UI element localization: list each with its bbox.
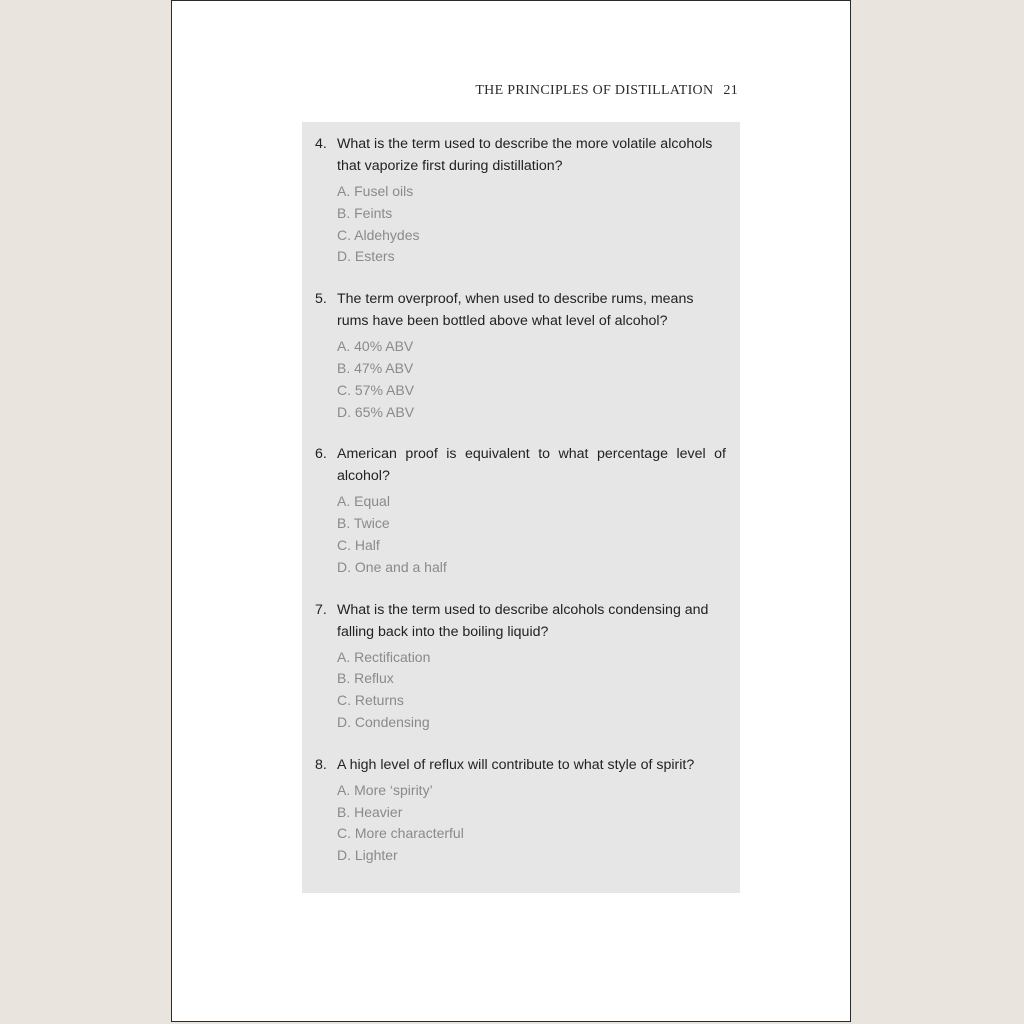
book-page bbox=[171, 0, 851, 1022]
option-c: C. Returns bbox=[337, 692, 404, 709]
answer-options bbox=[337, 780, 726, 867]
option-b: B. Twice bbox=[337, 515, 390, 532]
question-6 bbox=[315, 443, 726, 578]
question-number: 6. bbox=[315, 446, 327, 463]
option-d: D. Esters bbox=[337, 248, 395, 265]
question-text: American proof is equivalent to what percentage level of alcohol? bbox=[337, 446, 726, 485]
running-header bbox=[475, 83, 738, 99]
page-number: 21 bbox=[723, 83, 738, 98]
question-number: 4. bbox=[315, 136, 327, 152]
option-a: A. 40% ABV bbox=[337, 338, 414, 355]
option-c: C. 57% ABV bbox=[337, 381, 415, 398]
answer-options bbox=[337, 647, 726, 734]
option-b: B. Reflux bbox=[337, 670, 394, 687]
option-b: B. Feints bbox=[337, 204, 393, 221]
option-b: B. 47% ABV bbox=[337, 359, 414, 376]
option-a: A. Fusel oils bbox=[337, 183, 414, 199]
option-a: A. Rectification bbox=[337, 648, 431, 665]
question-8 bbox=[315, 754, 726, 867]
question-text: What is the term used to describe the more volatile alcohols that vaporize first during distillation? bbox=[337, 136, 713, 174]
question-number: 5. bbox=[315, 291, 327, 308]
option-c: C. More characterful bbox=[337, 825, 464, 842]
option-d: D. Lighter bbox=[337, 847, 398, 864]
header-title: THE PRINCIPLES OF DISTILLATION bbox=[475, 83, 714, 98]
quiz-box bbox=[302, 122, 740, 893]
question-text: The term overproof, when used to describe rums, means rums have been bottled above what level of alcohol? bbox=[337, 291, 694, 330]
answer-options bbox=[337, 181, 726, 268]
answer-options bbox=[337, 336, 726, 423]
option-a: A. Equal bbox=[337, 493, 390, 510]
question-4 bbox=[315, 133, 726, 268]
option-b: B. Heavier bbox=[337, 803, 403, 820]
answer-options bbox=[337, 491, 726, 578]
option-d: D. 65% ABV bbox=[337, 403, 415, 420]
option-c: C. Aldehydes bbox=[337, 226, 420, 243]
option-c: C. Half bbox=[337, 536, 380, 553]
question-5 bbox=[315, 288, 726, 423]
question-7 bbox=[315, 599, 726, 734]
question-text: What is the term used to describe alcohols condensing and falling back into the boiling liquid? bbox=[337, 601, 709, 640]
question-number: 8. bbox=[315, 756, 327, 773]
option-d: D. One and a half bbox=[337, 558, 447, 575]
question-text: A high level of reflux will contribute to what style of spirit? bbox=[337, 756, 695, 773]
option-a: A. More ‘spirity’ bbox=[337, 781, 433, 798]
question-number: 7. bbox=[315, 601, 327, 618]
option-d: D. Condensing bbox=[337, 713, 430, 730]
